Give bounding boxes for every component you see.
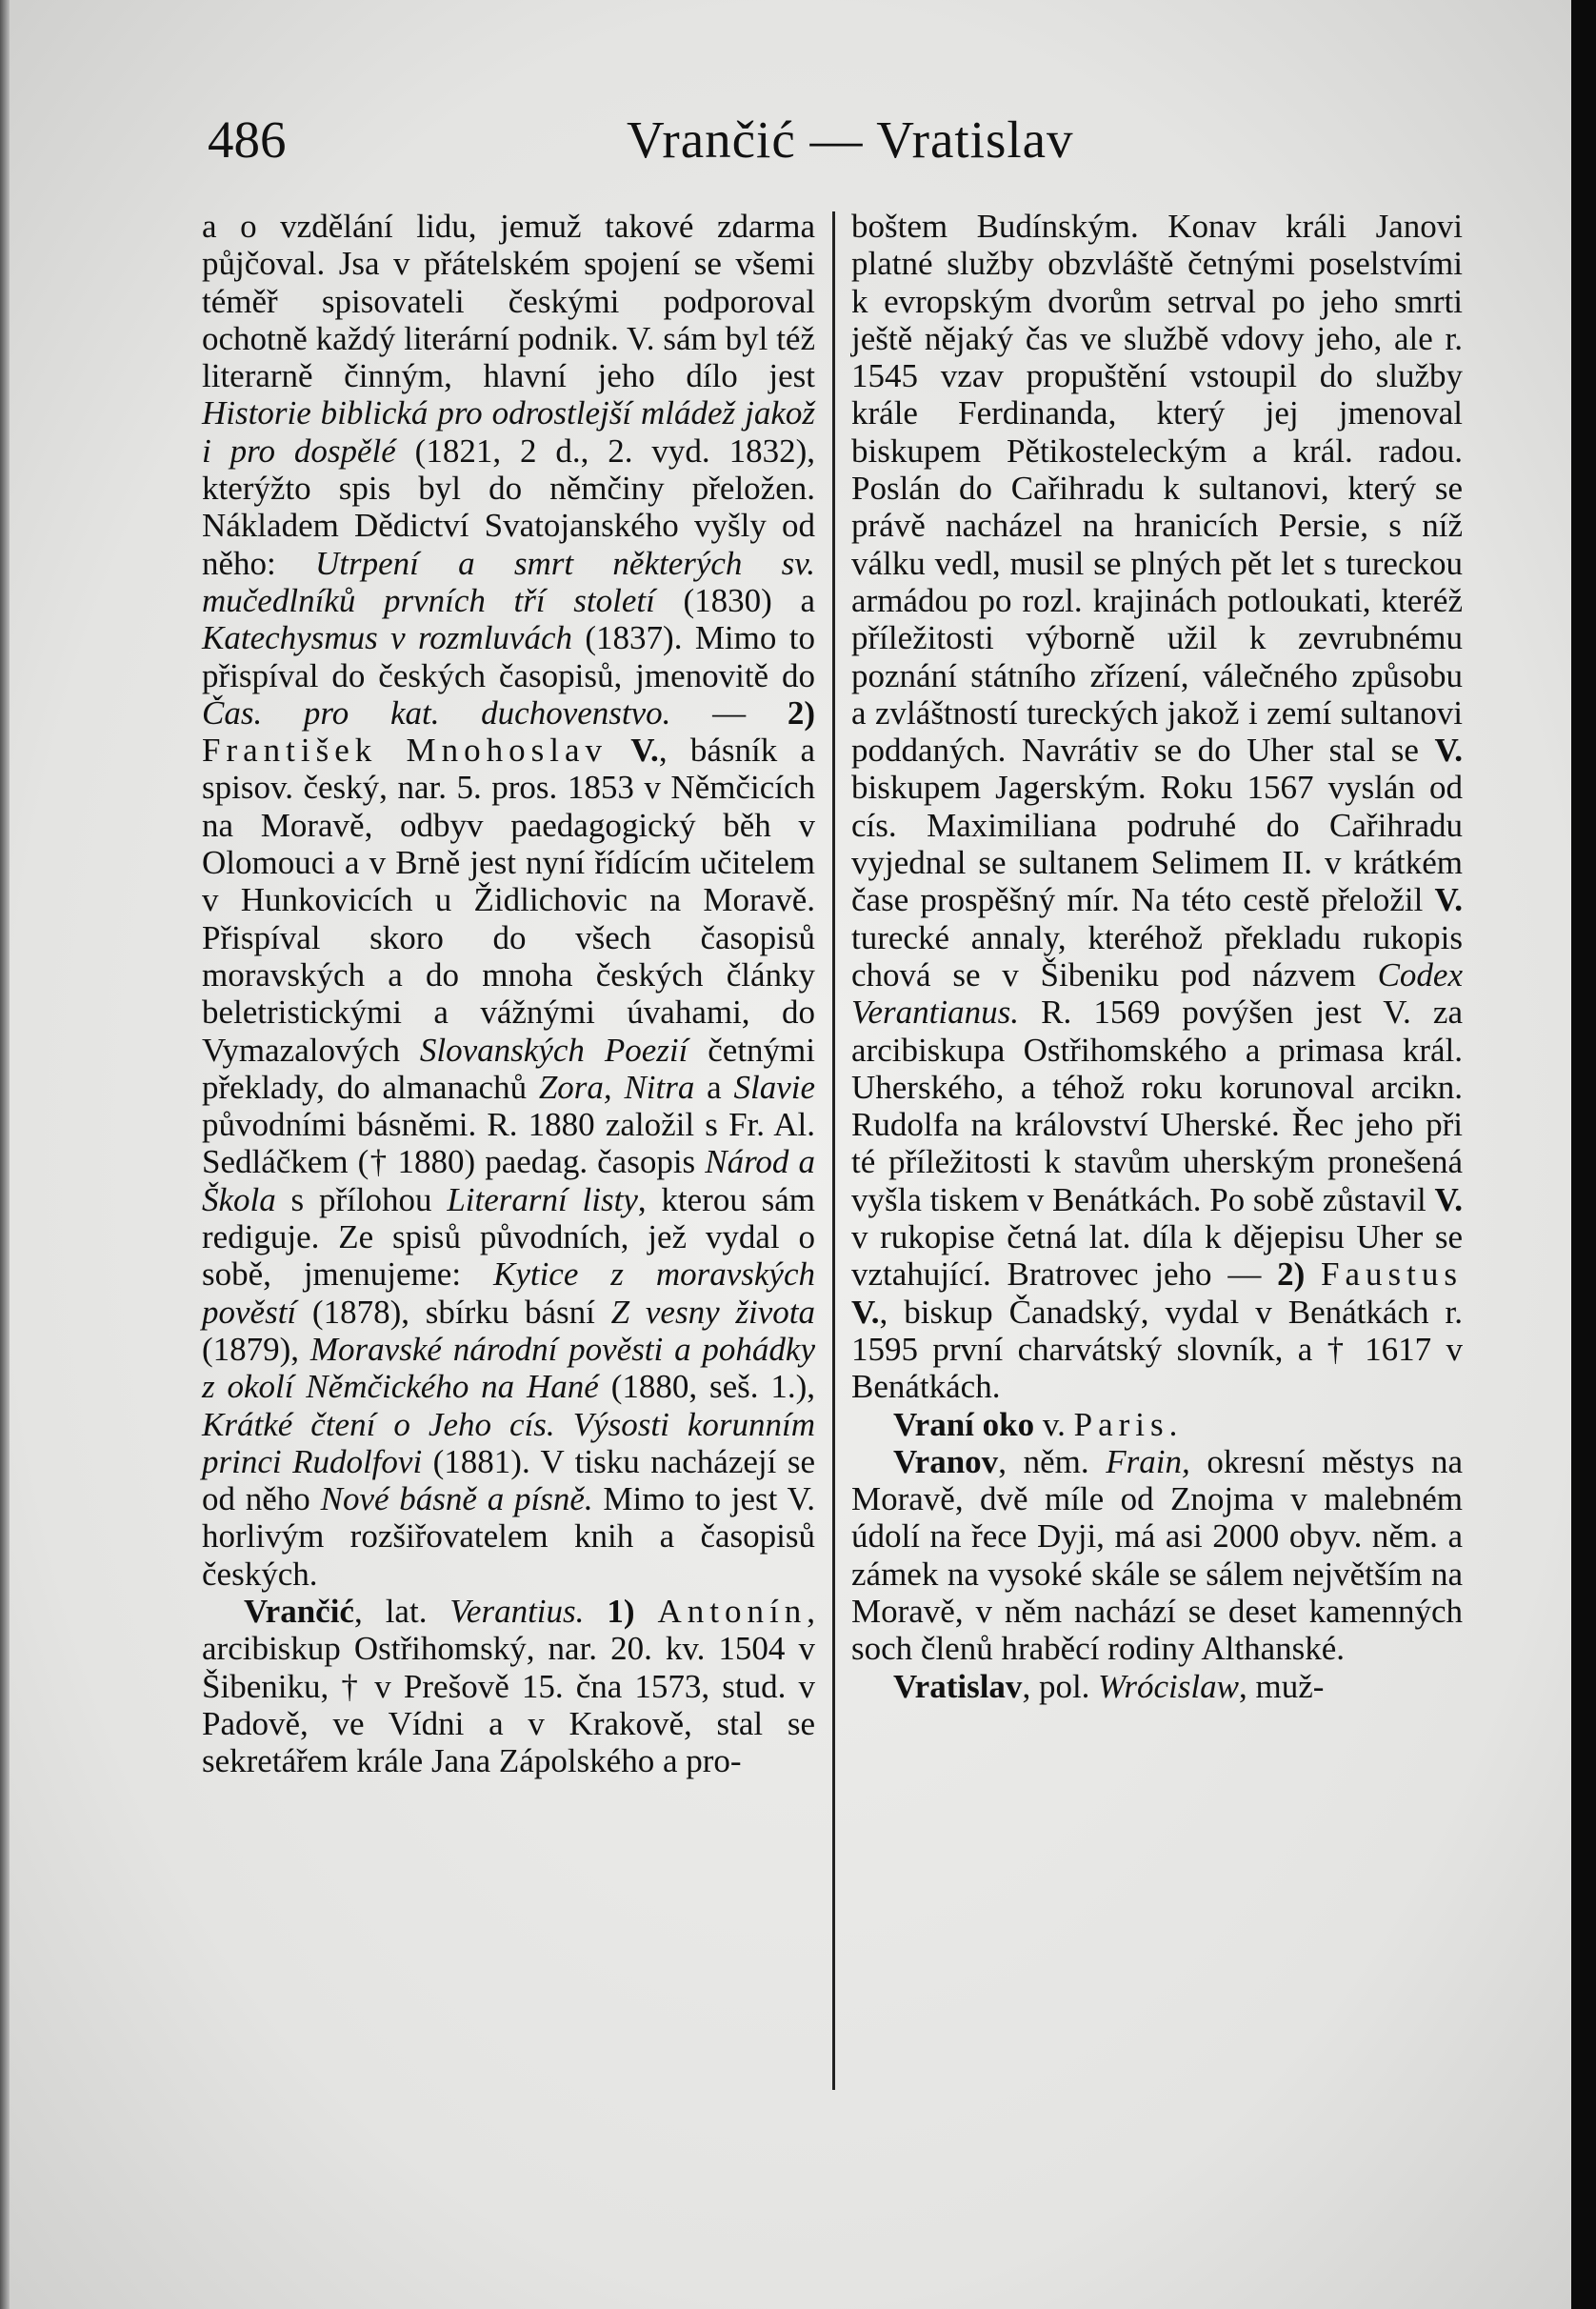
entry-vratislav: Vratislav, pol. Wrócislaw, muž-: [893, 1667, 1325, 1705]
page-left-edge: [0, 0, 10, 2309]
entry-vranov: Vranov, něm. Frain, okresní městys na Moravě, dvě míle od Znojma v malebném údolí na řece Dyji, má asi 2000 obyv. něm. a zámek na vysoké skále se sálem největším na Moravě, v něm nachází se deset kamenných soch členů hraběcí rodiny Althanské.: [851, 1442, 1464, 1668]
page-right-edge: [1571, 0, 1596, 2309]
entry-vrancic-continued: boštem Budínským. Konav králi Janovi platné služby obzvláště četnými poselstvími k evropským dvorům setrval po jeho smrti ještě nějaký čas ve službě vdovy jeho, ale r. 1545 vzav propuštění vstoupil do služby krále Ferdinanda, který jej jmenoval biskupem Pětikosteleckým a král. radou. Poslán do Cařihradu k sultanovi, který se právě nacházel na hranicích Persie, s níž válku vedl, musil se plných pět let s tureckou armádou po rozl. krajinách potloukati, kteréž příležitosti výborně užil k zevrubnému poznání státního zřízení, válečného způsobu a zvláštností tureckých jakož i zemí sultanovi poddaných. Navrátiv se do Uher stal se V. biskupem Jagerským. Roku 1567 vyslán od cís. Maximiliana podruhé do Cařihradu vyjednal se sultanem Selimem II. v krátkém čase prospěšný mír. Na této cestě přeložil V. turecké annaly, kteréhož překladu rukopis chová se v Šibeniku pod názvem Codex Verantianus. R. 1569 povýšen jest V. za arcibiskupa Ostřihomského a primasa král. Uherského, a téhož roku korunoval arcikn. Rudolfa na království Uherské. Řec jeho při té příležitosti k stavům uherským pronešená vyšla tiskem v Benátkách. Po sobě zůstavil V. v rukopise četná lat. díla k dějepisu Uher se vztahující. Bratrovec jeho — 2) Faustus V., biskup Čanadský, vydal v Benátkách r. 1595 první charvátský slovník, a † 1617 v Benátkách.: [851, 208, 1463, 1406]
page-number: 486: [208, 110, 287, 169]
entry-headword: Vranov: [893, 1442, 999, 1480]
page-header: [208, 107, 1379, 173]
right-column: [851, 208, 1463, 1705]
entry-vrancic: Vrančić, lat. Verantius. 1) Antonín, arcibiskup Ostřihomský, nar. 20. kv. 1504 v Šibeniku, † v Prešově 15. čna 1573, stud. v Padově, ve Vídni a v Krakově, stal se sekretářem krále Jana Zápolského a pro-: [202, 1592, 816, 1780]
running-head: Vrančić — Vratislav: [627, 110, 1074, 169]
column-divider: [832, 211, 835, 2090]
left-column: [202, 208, 815, 1779]
entry-headword: Vrančić: [244, 1592, 354, 1630]
entry-vrana-continued: a o vzdělání lidu, jemuž takové zdarma půjčoval. Jsa v přátelském spojení se všemi téměř spisovateli českými podporoval ochotně každý literární podnik. V. sám byl též literarně činným, hlavní jeho dílo jest Historie biblická pro odrostlejší mládež jakož i pro dospělé (1821, 2 d., 2. vyd. 1832), kterýžto spis byl do němčiny přeložen. Nákladem Dědictví Svatojanského vyšly od něho: Utrpení a smrt některých sv. mučedlníků prvních tří století (1830) a Katechysmus v rozmluvách (1837). Mimo to přispíval do českých časopisů, jmenovitě do Čas. pro kat. duchovenstvo. — 2) František Mnohoslav V., básník a spisov. český, nar. 5. pros. 1853 v Němčicích na Moravě, odbyv paedagogický běh v Olomouci a v Brně jest nyní řídícím učitelem v Hunkovicích u Židlichovic na Moravě. Přispíval skoro do všech časopisů moravských a do mnoha českých články beletristickými a vážnými úvahami, do Vymazalových Slovanských Poezií četnými překlady, do almanachů Zora, Nitra a Slavie původními básněmi. R. 1880 založil s Fr. Al. Sedláčkem († 1880) paedag. časopis Národ a Škola s přílohou Literarní listy, kterou sám rediguje. Ze spisů původních, jež vydal o sobě, jmenujeme: Kytice z moravských pověstí (1878), sbírku básní Z vesny života (1879), Moravské národní pověsti a pohádky z okolí Němčického na Hané (1880, seš. 1.), Krátké čtení o Jeho cís. Výsosti korunním princi Rudolfovi (1881). V tisku nacházejí se od něho Nové básně a písně. Mimo to jest V. horlivým rozšiřovatelem knih a časopisů českých.: [202, 208, 816, 1593]
entry-vrani-oko: Vraní oko v. Paris.: [893, 1405, 1178, 1443]
entry-headword: Vratislav: [893, 1667, 1023, 1705]
entry-headword: Vraní oko: [893, 1405, 1035, 1443]
